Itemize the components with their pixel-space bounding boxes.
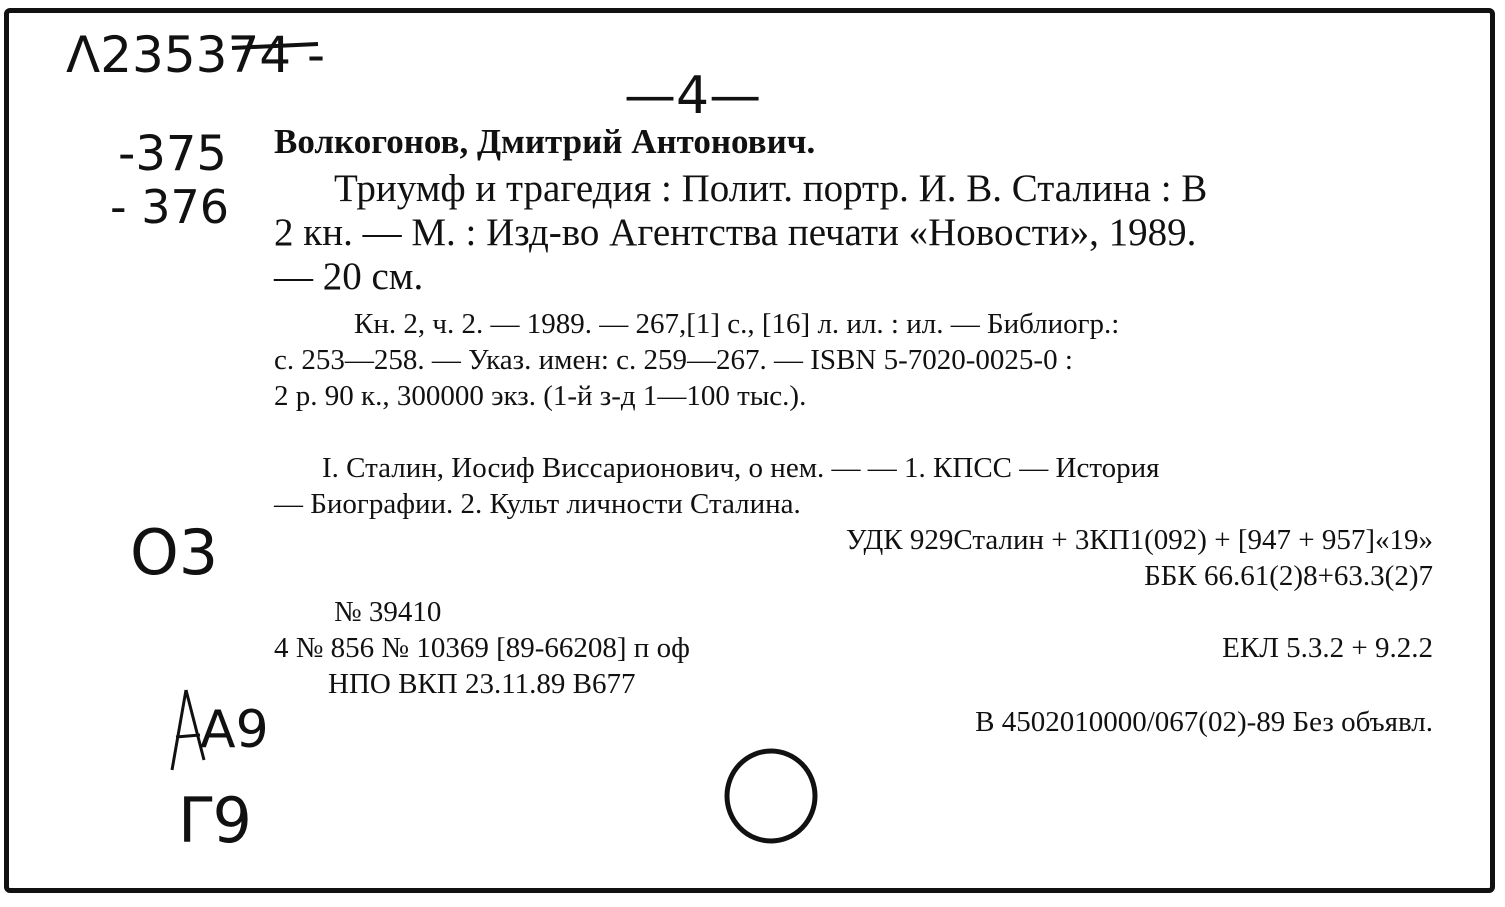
npo-line: НПО ВКП 23.11.89 В677 — [328, 668, 636, 700]
subjects-line-1: I. Сталин, Иосиф Виссарионович, о нем. — — 1. КПСС — История — [322, 452, 1160, 484]
handwritten-page-number: —4— — [624, 66, 762, 126]
ekl-code: ЕКЛ 5.3.2 + 9.2.2 — [1222, 632, 1433, 664]
record-number: № 39410 — [334, 596, 442, 628]
udk-classification: УДК 929Сталин + 3КП1(092) + [947 + 957]«19» — [845, 524, 1433, 556]
bbk-classification: ББК 66.61(2)8+63.3(2)7 — [1144, 560, 1433, 592]
volume-line-1: Кн. 2, ч. 2. — 1989. — 267,[1] с., [16] л. ил. : ил. — Библиогр.: — [354, 308, 1120, 340]
handwritten-code-o3: O3 — [130, 516, 219, 589]
title-line-3: — 20 см. — [274, 255, 424, 298]
title-line-2: 2 кн. — М. : Изд-во Агентства печати «Новости», 1989. — [274, 211, 1197, 254]
subjects-line-2: — Биографии. 2. Культ личности Сталина. — [274, 488, 801, 520]
price-code: В 4502010000/067(02)-89 Без объявл. — [975, 706, 1433, 738]
author-heading: Волкогонов, Дмитрий Антонович. — [274, 122, 816, 161]
handwritten-accession-top: Λ235374 - — [66, 26, 326, 84]
title-line-1: Триумф и трагедия : Полит. портр. И. В. Сталина : В — [334, 167, 1208, 210]
volume-line-2: с. 253—258. — Указ. имен: с. 259—267. — ISBN 5-7020-0025-0 : — [274, 344, 1073, 376]
handwritten-code-g9: Γ9 — [178, 784, 252, 857]
order-line: 4 № 856 № 10369 [89-66208] п оф — [274, 632, 690, 664]
handwritten-code-a9: A9 — [200, 700, 269, 760]
handwritten-accession-376: - 376 — [110, 180, 230, 234]
volume-line-3: 2 р. 90 к., 300000 экз. (1-й з-д 1—100 тыс.). — [274, 380, 807, 412]
handwritten-accession-375: -375 — [118, 126, 227, 182]
handwritten-circle — [727, 751, 815, 841]
